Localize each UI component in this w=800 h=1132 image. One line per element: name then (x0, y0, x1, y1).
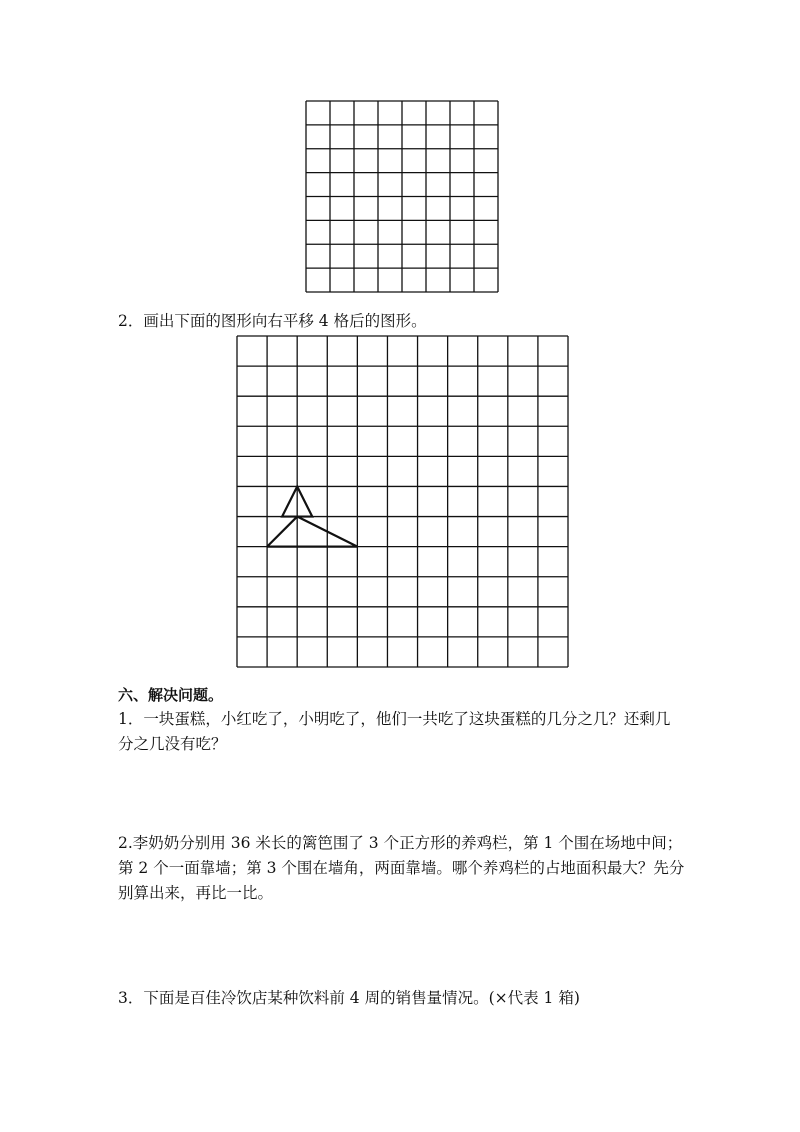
problem-2-line-3: 别算出来，再比一比。 (118, 884, 274, 902)
problem-3-line-1: 3．下面是百佳冷饮店某种饮料前 4 周的销售量情况。(×代表 1 箱) (118, 989, 580, 1007)
problem-2-line-2: 第 2 个一面靠墙；第 3 个围在墙角，两面靠墙。哪个养鸡栏的占地面积最大？先分 (118, 859, 685, 877)
shape-segment (267, 517, 297, 547)
q2-caption: 2．画出下面的图形向右平移 4 格后的图形。 (118, 312, 427, 330)
grid-top (305, 100, 499, 293)
grid-translation (236, 335, 569, 668)
problem-1-line-1: 1．一块蛋糕，小红吃了，小明吃了，他们一共吃了这块蛋糕的几分之几？还剩几 (118, 710, 671, 728)
section-title: 六、解决问题。 (118, 686, 224, 704)
problem-1-line-2: 分之几没有吃？ (118, 735, 227, 753)
problem-2-line-1: 2.李奶奶分别用 36 米长的篱笆围了 3 个正方形的养鸡栏，第 1 个围在场地中间； (118, 834, 683, 852)
